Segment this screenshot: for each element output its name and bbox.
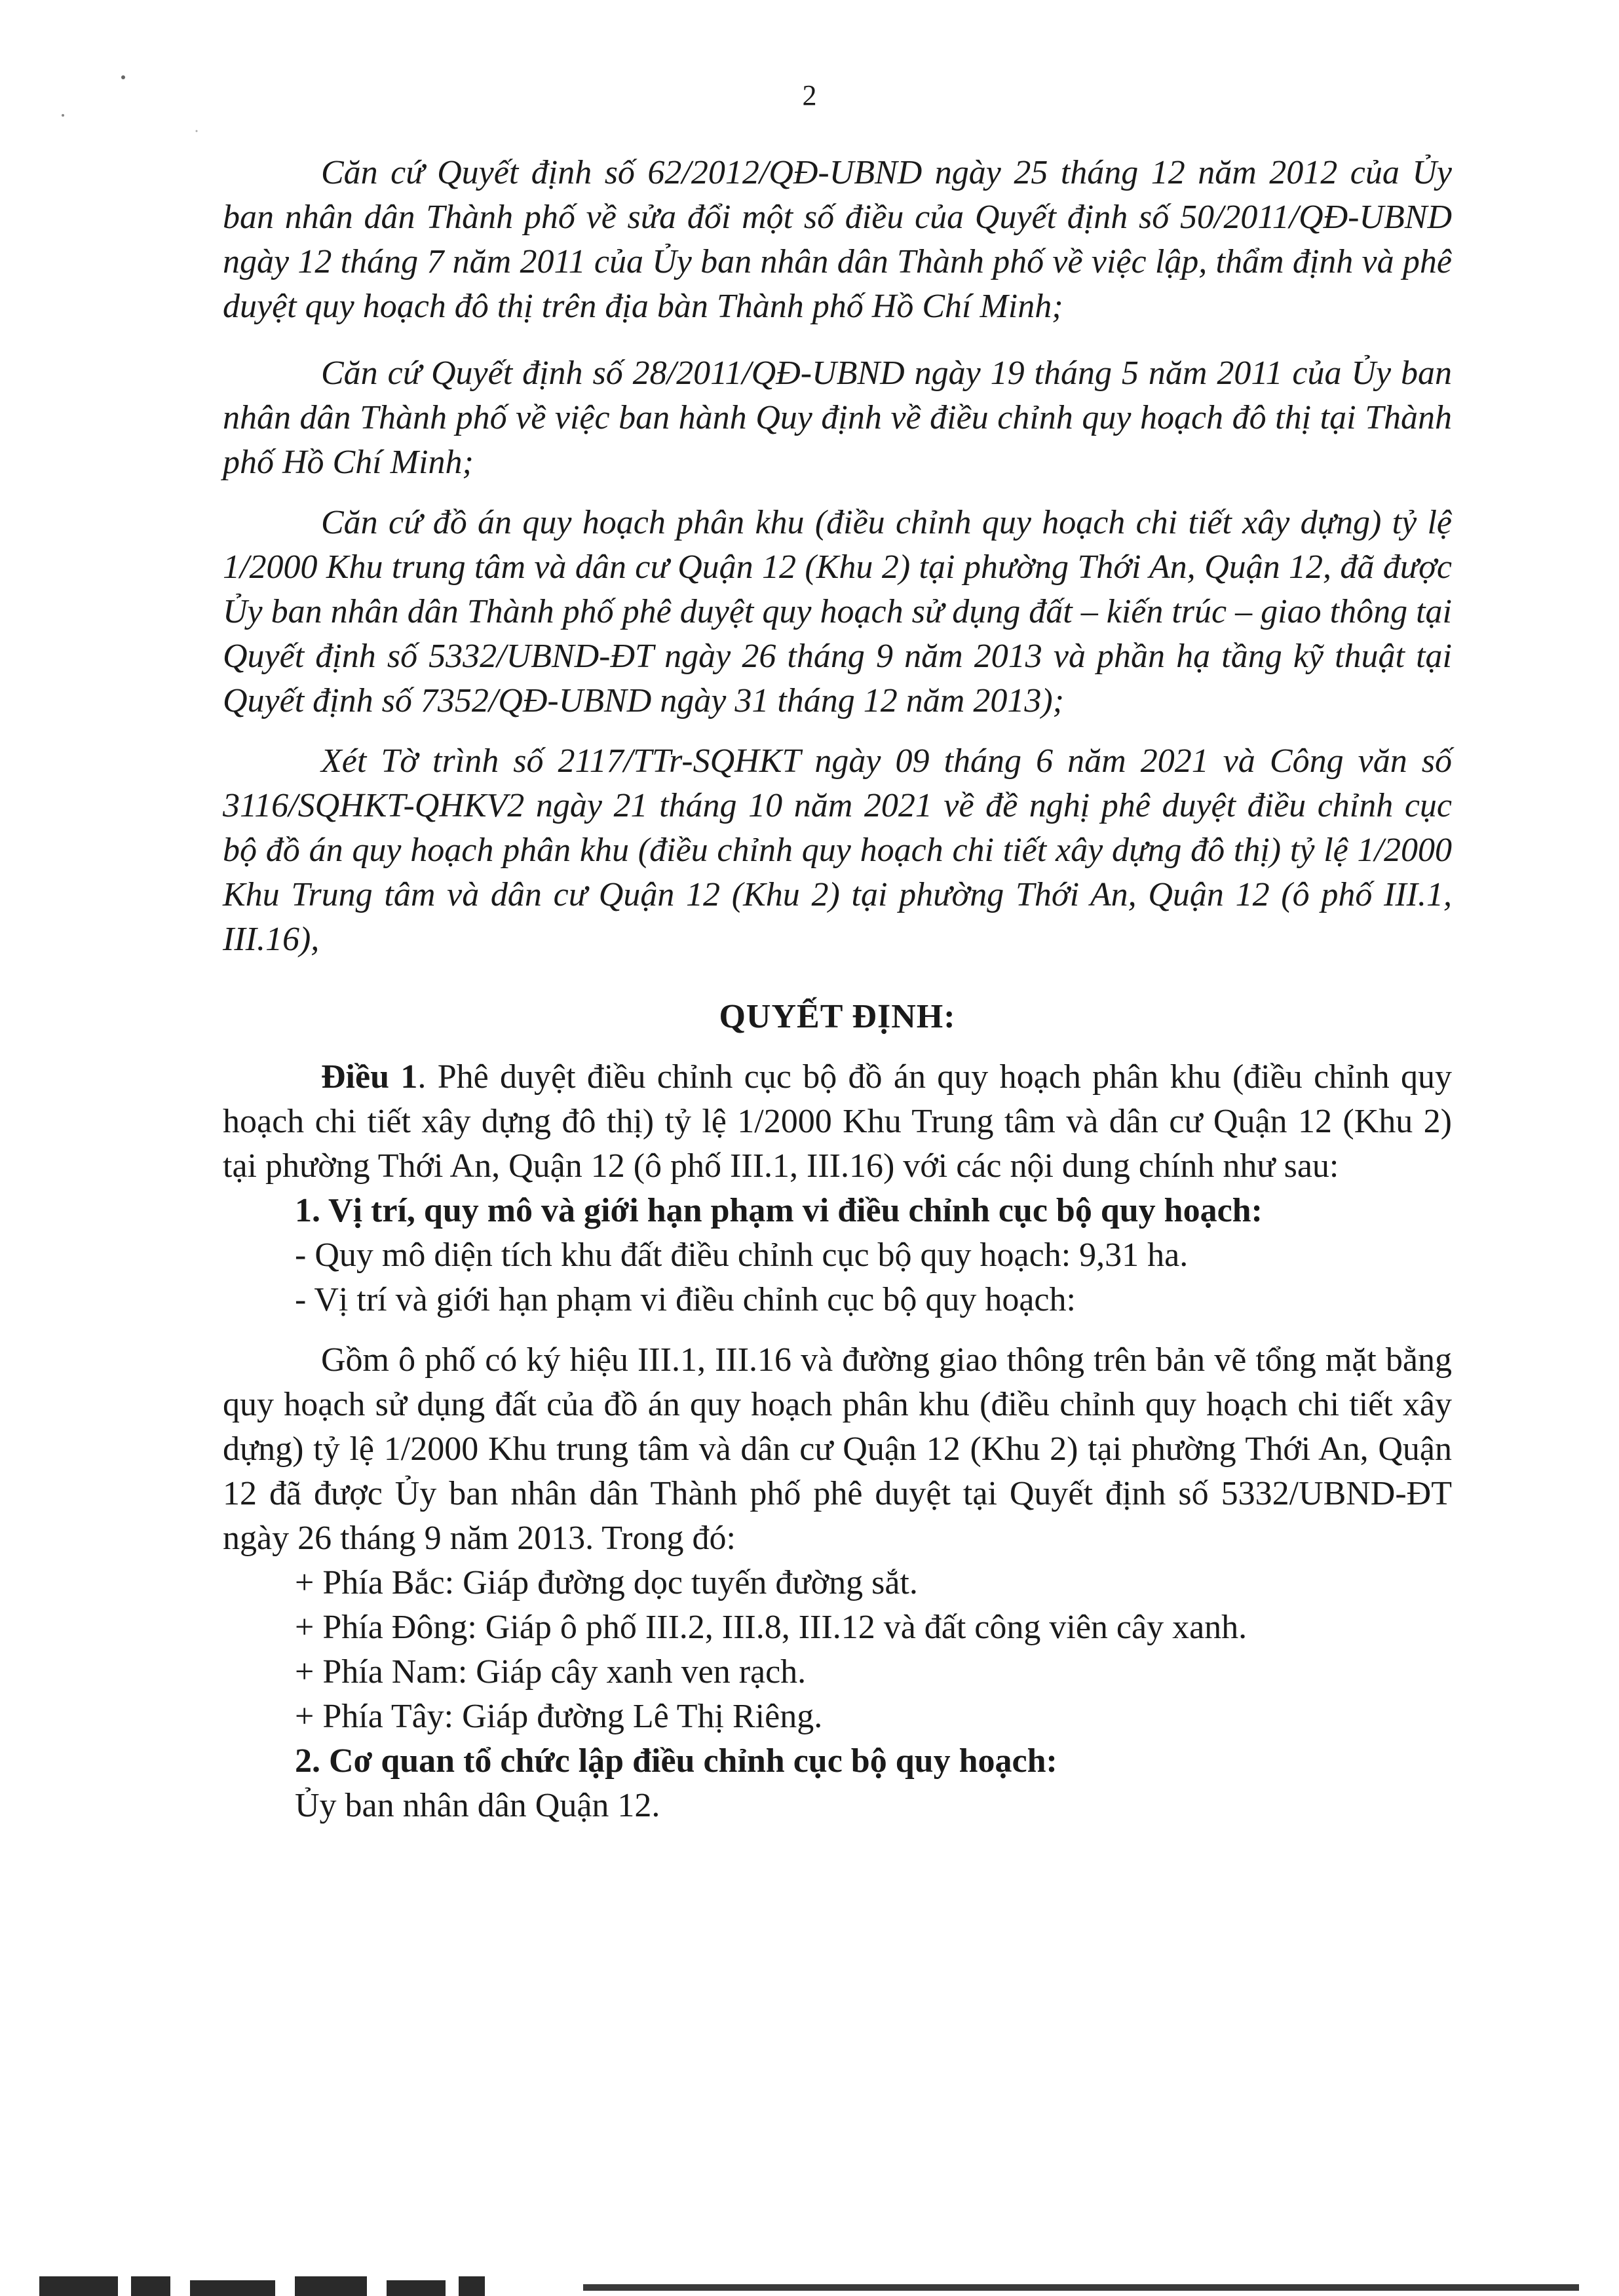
section-2-heading: 2. Cơ quan tổ chức lập điều chỉnh cục bộ quy hoạch: [295,1742,1057,1780]
preamble-paragraph-1: Căn cứ Quyết định số 62/2012/QĐ-UBND ngày 25 tháng 12 năm 2012 của Ủy ban nhân dân Thành phố về sửa đổi một số điều của Quyết định số 50/2011/QĐ-UBND ngày 12 tháng 7 năm 2011 của Ủy ban nhân dân Thành phố về việc lập, thẩm định và phê duyệt quy hoạch đô thị trên địa bàn Thành phố Hồ Chí Minh; [223,154,1452,325]
section-2-body: Ủy ban nhân dân Quận 12. [295,1787,660,1824]
section-1-heading: 1. Vị trí, quy mô và giới hạn phạm vi điều chỉnh cục bộ quy hoạch: [295,1192,1263,1229]
article-1-label: Điều 1 [321,1058,418,1096]
section-1-location: - Vị trí và giới hạn phạm vi điều chỉnh cục bộ quy hoạch: [295,1281,1076,1318]
boundary-east: + Phía Đông: Giáp ô phố III.2, III.8, III.12 và đất công viên cây xanh. [295,1609,1248,1646]
article-1-text: . Phê duyệt điều chỉnh cục bộ đồ án quy hoạch phân khu (điều chỉnh quy hoạch chi tiết xây dựng đô thị) tỷ lệ 1/2000 Khu Trung tâm và dân cư Quận 12 (Khu 2) tại phường Thới An, Quận 12 (ô phố III.1, III.16) với các nội dung chính như sau: [223,1058,1453,1185]
section-1-scale: - Quy mô diện tích khu đất điều chỉnh cục bộ quy hoạch: 9,31 ha. [295,1236,1189,1274]
section-1-description: Gồm ô phố có ký hiệu III.1, III.16 và đường giao thông trên bản vẽ tổng mặt bằng quy hoạch sử dụng đất của đồ án quy hoạch phân khu (điều chỉnh quy hoạch chi tiết xây dựng) tỷ lệ 1/2000 Khu trung tâm và dân cư Quận 12 (Khu 2) tại phường Thới An, Quận 12 đã được Ủy ban nhân dân Thành phố phê duyệt tại Quyết định số 5332/UBND-ĐT ngày 26 tháng 9 năm 2013. Trong đó: [223,1341,1452,1557]
scan-edge-artifact [0,2267,1619,2296]
boundary-south: + Phía Nam: Giáp cây xanh ven rạch. [295,1653,807,1691]
preamble-paragraph-4: Xét Tờ trình số 2117/TTr-SQHKT ngày 09 tháng 6 năm 2021 và Công văn số 3116/SQHKT-QHKV2 ngày 21 tháng 10 năm 2021 về đề nghị phê duyệt điều chỉnh cục bộ đồ án quy hoạch phân khu (điều chỉnh quy hoạch chi tiết xây dựng đô thị) tỷ lệ 1/2000 Khu Trung tâm và dân cư Quận 12 (Khu 2) tại phường Thới An, Quận 12 (ô phố III.1, III.16), [223,742,1452,958]
boundary-west: + Phía Tây: Giáp đường Lê Thị Riêng. [295,1698,823,1735]
page-number: 2 [802,79,817,111]
preamble-paragraph-3: Căn cứ đồ án quy hoạch phân khu (điều chỉnh quy hoạch chi tiết xây dựng) tỷ lệ 1/2000 Khu trung tâm và dân cư Quận 12 (Khu 2) tại phường Thới An, Quận 12, đã được Ủy ban nhân dân Thành phố phê duyệt quy hoạch sử dụng đất – kiến trúc – giao thông tại Quyết định số 5332/UBND-ĐT ngày 26 tháng 9 năm 2013 và phần hạ tầng kỹ thuật tại Quyết định số 7352/QĐ-UBND ngày 31 tháng 12 năm 2013); [223,504,1452,719]
document-body [223,151,1452,1828]
boundary-north: + Phía Bắc: Giáp đường dọc tuyến đường sắt. [295,1564,918,1601]
preamble-paragraph-2: Căn cứ Quyết định số 28/2011/QĐ-UBND ngày 19 tháng 5 năm 2011 của Ủy ban nhân dân Thành phố về việc ban hành Quy định về điều chỉnh quy hoạch đô thị tại Thành phố Hồ Chí Minh; [223,354,1452,481]
decision-heading: QUYẾT ĐỊNH: [719,998,956,1035]
article-1 [223,1055,1452,1189]
